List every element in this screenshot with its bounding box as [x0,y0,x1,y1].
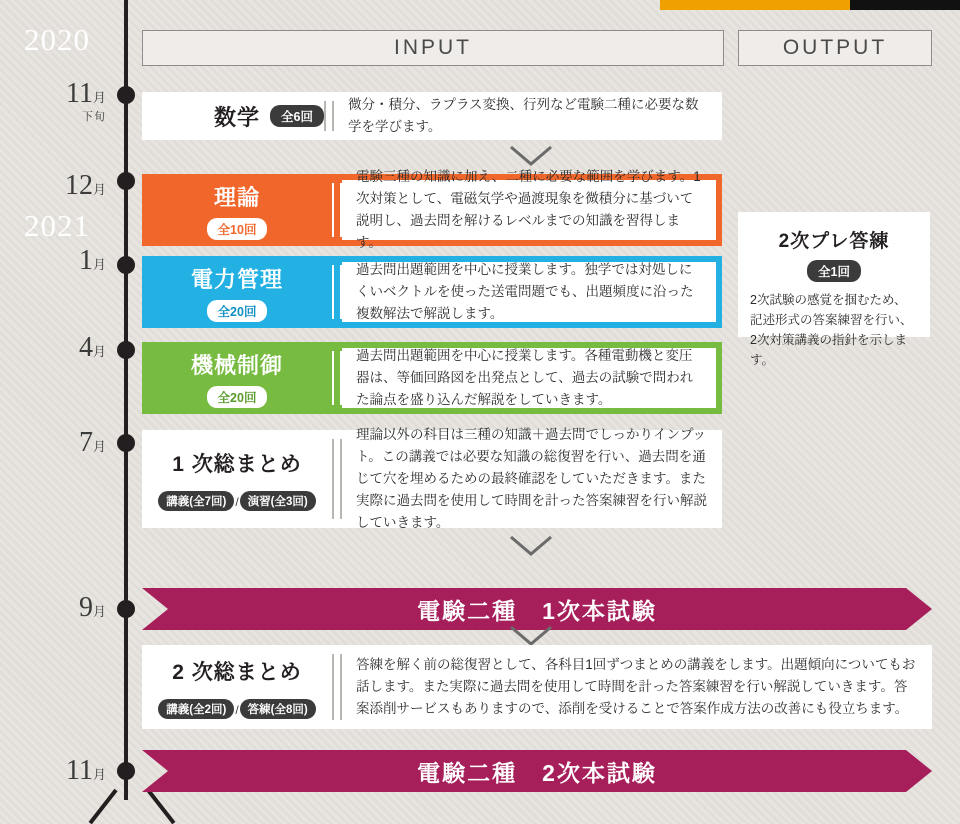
course-title: 1 次総まとめ [172,452,302,476]
course-badge-separator: / [235,702,239,717]
month-num: 4 [78,332,93,363]
timeline-dot-dec-2020 [117,172,135,190]
course-badge-group [158,693,315,719]
month-label-jul-2021 [14,427,106,459]
column-header-input: INPUT [142,30,724,66]
output-panel-pre-practice[interactable] [738,212,930,367]
timeline-axis [124,0,128,800]
course-title-block [142,430,332,528]
chevron-down-icon-1 [508,144,554,168]
exam-banner-second-stage [142,750,932,792]
course-badge: 全10回 [207,218,268,240]
course-badge-wrap [270,92,324,140]
timeline-axis-fork-left [89,789,118,824]
course-badge: 全20回 [207,386,268,408]
top-decor-bar-orange [660,0,850,10]
timeline-dot-jan-2021 [117,256,135,274]
timeline-dot-nov-2021 [117,762,135,780]
course-badge-lecture: 講義(全2回) [158,699,234,719]
year-label-2020: 2020 [24,22,90,57]
month-suffix: 月 [92,257,106,272]
year-label-2021: 2021 [24,208,90,243]
course-title: 理論 [213,184,260,210]
output-panel-title: 2次プレ答練 [778,231,890,252]
course-row-theory[interactable] [142,169,722,250]
timeline-dot-nov-2020 [117,86,135,104]
month-suffix: 月 [92,767,106,782]
chevron-down-icon-2 [508,534,554,558]
course-description: 答練を解く前の総復習として、各科目1回ずつまとめの講義をします。出題傾向についてもお話します。また実際に過去問を使用して時間を計った答案練習を行い解説していきます。答案添削サービスもありますので、添削を受けることで答案作成方法の改善にも役立ちます。 [356,657,916,716]
output-panel-description: 2次試験の感覚を掴むため、記述形式の答案練習を行い、2次対策講義の指針を示します。 [750,293,913,367]
course-description: 過去問出題範囲を中心に授業します。各種電動機と変圧器は、等価回路図を出発点として、過去の試験で問われた論点を盛り込んだ解説をしていきます。 [342,348,716,408]
month-num: 7 [78,427,93,458]
course-badge: 全20回 [207,300,268,322]
course-row-second-stage-summary[interactable] [142,645,932,729]
course-description: 過去問出題範囲を中心に授業します。独学では対処しにくいベクトルを使った送電問題でも、出題頻度に沿った複数解法で解説します。 [342,262,716,322]
course-divider [332,654,342,720]
course-badge-group [158,485,315,511]
course-badge: 全6回 [270,105,324,127]
month-suffix: 月 [92,182,106,197]
course-title-block [142,256,332,328]
timeline-dot-sep-2021 [117,600,135,618]
course-badge-lecture: 講義(全7回) [158,491,234,511]
exam-banner-first-stage [142,588,932,630]
course-badge-answer-practice: 答練(全8回) [240,699,316,719]
month-suffix: 月 [92,604,106,619]
month-suffix: 月 [92,344,106,359]
course-badge-exercise: 演習(全3回) [240,491,316,511]
month-suffix: 月 [92,439,106,454]
month-num: 11 [66,755,93,786]
course-divider [332,351,342,405]
course-row-math[interactable] [142,92,722,140]
exam-banner-label: 電験二種 1次本試験 [417,597,657,624]
column-header-output: OUTPUT [738,30,932,66]
exam-banner-label: 電験二種 2次本試験 [417,759,657,786]
course-title: 電力管理 [190,266,283,292]
course-divider [332,265,342,319]
course-divider [332,183,342,237]
course-title: 2 次総まとめ [172,660,302,684]
course-title: 機械制御 [190,352,283,378]
course-row-first-stage-summary[interactable] [142,427,722,530]
month-label-nov-2020 [14,78,106,124]
timeline-dot-apr-2021 [117,341,135,359]
month-num: 9 [78,592,93,623]
course-row-power-management[interactable] [142,256,722,328]
month-label-nov-2021 [14,755,106,787]
month-num: 1 [78,245,93,276]
month-num: 11 [66,78,93,109]
course-title-block [142,342,332,414]
month-sub: 下旬 [82,111,106,123]
timeline-axis-fork-right [146,789,175,824]
month-label-dec-2020 [14,170,106,202]
course-row-machine-control[interactable] [142,342,722,414]
course-title-block [142,645,332,729]
output-panel-badge: 全1回 [807,260,861,282]
month-label-sep-2021 [14,592,106,624]
timeline-axis-fork [86,790,206,822]
month-label-apr-2021 [14,332,106,364]
top-decor-bar [660,0,960,10]
course-description: 理論以外の科目は三種の知識＋過去問でしっかりインプット。この講義では必要な知識の総復習を行い、過去問を通じて穴を埋めるための最終確認をしていただきます。また実際に過去問を使用して時間を計った答案練習を行い解説していきます。 [356,427,707,530]
month-suffix: 月 [92,90,106,105]
course-title: 数学 [213,104,260,130]
course-description: 電験三種の知識に加え、二種に必要な範囲を学びます。1次対策として、電磁気学や過渡現象を微積分に基づいて説明し、過去問を解けるレベルまでの知識を習得します。 [342,180,716,240]
course-divider [324,101,334,131]
month-label-jan-2021 [14,245,106,277]
course-badge-separator: / [235,494,239,509]
timeline-dot-jul-2021 [117,434,135,452]
course-divider [332,439,342,519]
month-num: 12 [64,170,93,201]
course-title-block [142,174,332,246]
course-description: 微分・積分、ラプラス変換、行列など電験二種に必要な数学を学びます。 [347,97,699,134]
